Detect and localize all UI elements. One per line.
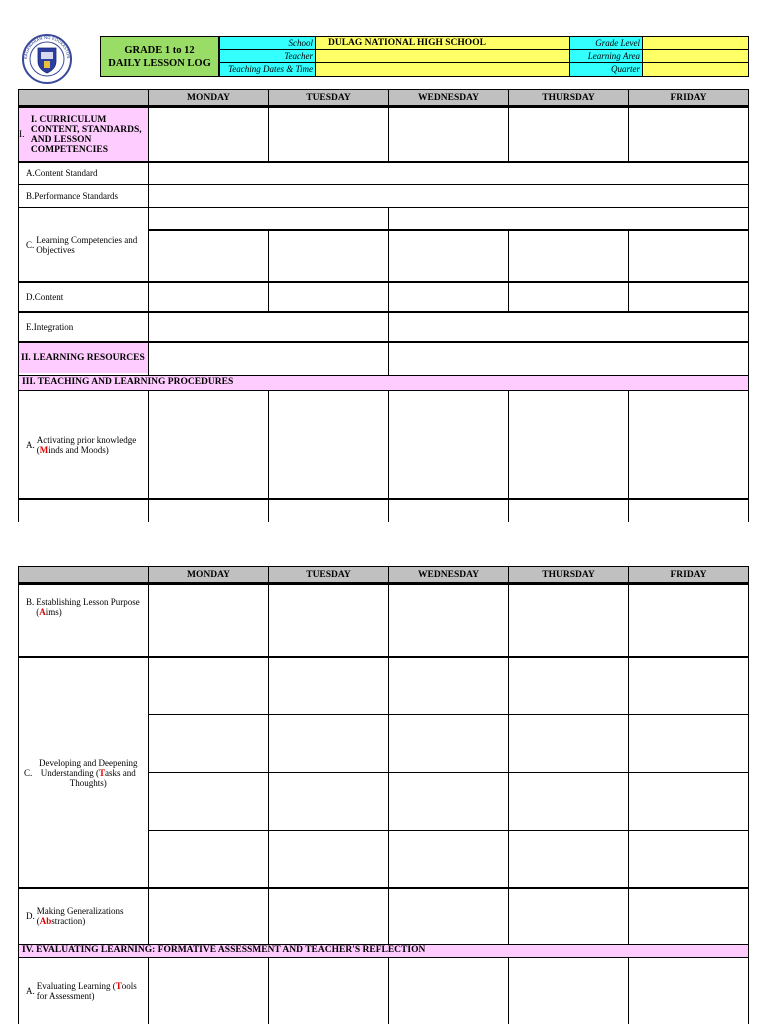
- developing-text: Developing and Deepening Understanding (Tasks and Thoughts): [39, 757, 138, 788]
- grade-field[interactable]: [642, 36, 749, 50]
- developing-letter: C.: [24, 767, 33, 778]
- school-label: School: [219, 36, 316, 50]
- row-performance-standards-label: B.Performance Standards: [26, 191, 118, 201]
- section-roman: I.: [19, 129, 25, 140]
- competencies-letter: C.: [26, 239, 35, 250]
- header-blank-cell-2: [18, 566, 149, 583]
- row-evaluating-label: [18, 959, 148, 1023]
- purpose-text: Establishing Lesson Purpose (Aims): [36, 597, 140, 617]
- purpose-letter: B.: [26, 597, 35, 607]
- day-header-wednesday-2: WEDNESDAY: [388, 566, 509, 583]
- deped-seal-icon: [17, 33, 77, 85]
- performance-standards-field[interactable]: [149, 185, 748, 207]
- day-header-friday-2: FRIDAY: [628, 566, 749, 583]
- evaluating-text: Evaluating Learning (Tools for Assessment): [36, 981, 137, 1001]
- evaluating-letter: A.: [26, 986, 35, 996]
- day-header-wednesday: WEDNESDAY: [388, 89, 509, 106]
- generalizations-letter: D.: [26, 911, 35, 921]
- day-header-tuesday-2: TUESDAY: [268, 566, 389, 583]
- header-blank-cell: [18, 89, 149, 106]
- activating-text: Activating prior knowledge (Minds and Moods): [36, 435, 137, 455]
- quarter-label: Quarter: [569, 62, 643, 77]
- section-curriculum-label: [19, 108, 148, 161]
- row-developing-label: [18, 658, 148, 887]
- row-content-standard-label: A.Content Standard: [26, 168, 98, 178]
- form-title-line2: DAILY LESSON LOG: [108, 57, 211, 69]
- row-purpose-label: [18, 585, 148, 629]
- row-competencies-label: [18, 208, 148, 281]
- day-header-monday-2: MONDAY: [148, 566, 269, 583]
- activating-highlight: M: [39, 445, 49, 455]
- section-evaluating-band: IV. EVALUATING LEARNING: FORMATIVE ASSESSMENT AND TEACHER'S REFLECTION: [18, 944, 749, 958]
- teacher-label: Teacher: [219, 49, 316, 63]
- day-header-thursday: THURSDAY: [508, 89, 629, 106]
- content-standard-field[interactable]: [149, 162, 748, 184]
- generalizations-text: Making Generalizations (Abstraction): [36, 906, 124, 926]
- row-generalizations-label: [18, 889, 148, 943]
- area-field[interactable]: [642, 49, 749, 63]
- form-title-line1: GRADE 1 to 12: [124, 44, 195, 56]
- day-header-thursday-2: THURSDAY: [508, 566, 629, 583]
- day-header-friday: FRIDAY: [628, 89, 749, 106]
- activating-letter: A.: [26, 440, 35, 450]
- area-label: Learning Area: [569, 49, 643, 63]
- teacher-field[interactable]: [315, 49, 570, 63]
- competencies-text: Learning Competencies and Objectives: [36, 234, 138, 255]
- day-header-monday: MONDAY: [148, 89, 269, 106]
- day-header-tuesday: TUESDAY: [268, 89, 389, 106]
- dates-field[interactable]: [315, 62, 570, 77]
- row-integration-label: E.Integration: [26, 322, 74, 332]
- form-title: [100, 36, 219, 77]
- row-content-label: D.Content: [26, 292, 64, 302]
- dates-label: Teaching Dates & Time: [219, 62, 316, 77]
- developing-highlight: T: [99, 767, 106, 778]
- evaluating-highlight: T: [115, 981, 122, 991]
- school-field[interactable]: DULAG NATIONAL HIGH SCHOOL: [315, 36, 570, 50]
- section-learning-resources-label: II. LEARNING RESOURCES: [19, 343, 148, 373]
- section-procedures-band: III. TEACHING AND LEARNING PROCEDURES: [18, 375, 749, 391]
- grade-label: Grade Level: [569, 36, 643, 50]
- generalizations-highlight: Ab: [39, 916, 52, 926]
- section-curriculum-title: I. CURRICULUM CONTENT, STANDARDS, AND LESSON COMPETENCIES: [30, 114, 142, 155]
- quarter-field[interactable]: [642, 62, 749, 77]
- row-activating-label: [18, 392, 148, 498]
- purpose-highlight: A: [39, 607, 46, 617]
- seal-text: KAGAWARAN NG EDUKASYON: [22, 34, 72, 60]
